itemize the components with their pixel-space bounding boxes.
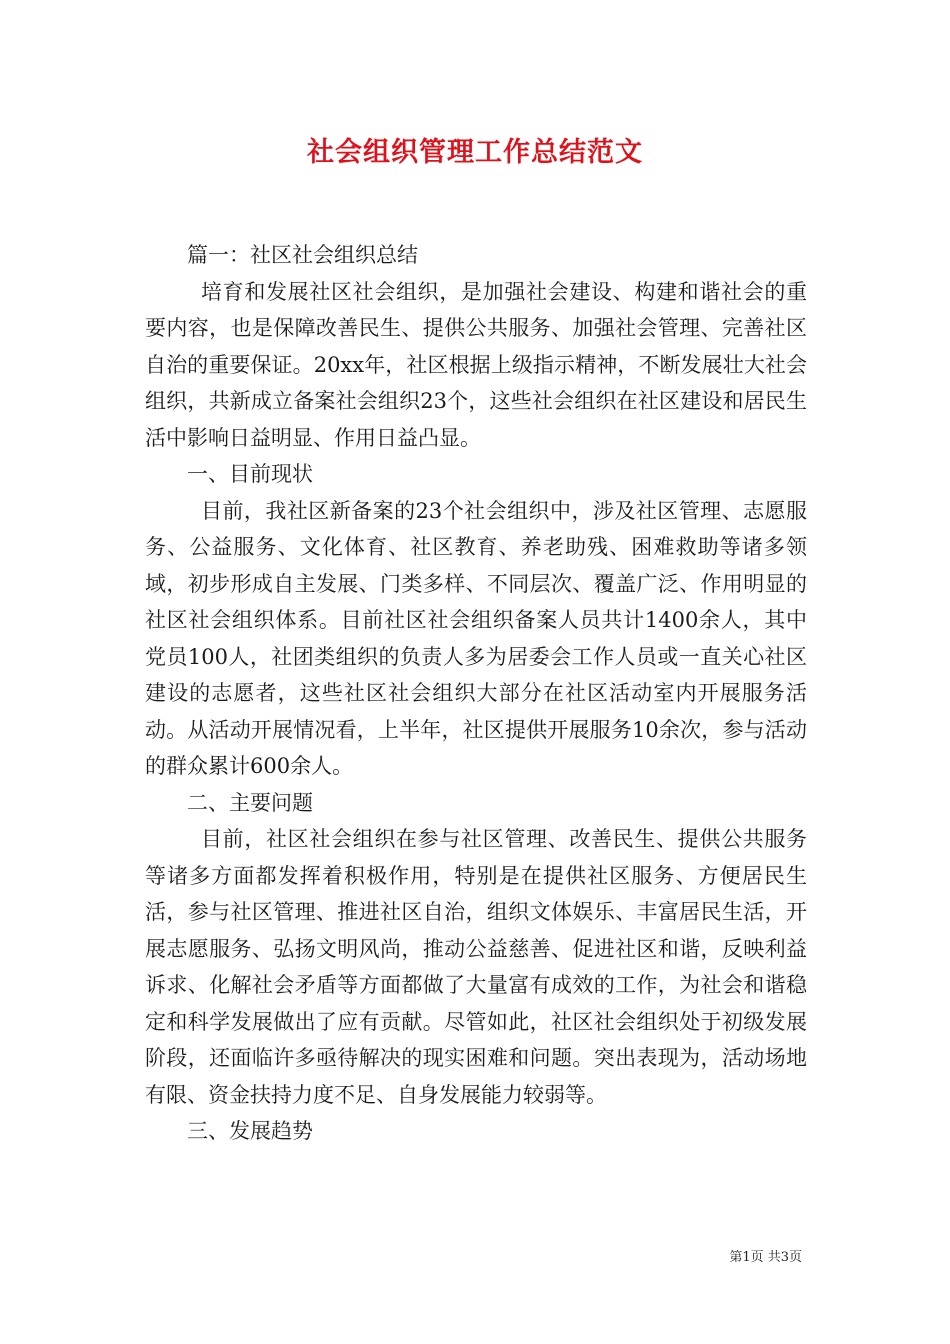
paragraph-main-problems: 目前，社区社会组织在参与社区管理、改善民生、提供公共服务等诸多方面都发挥着积极作用，特别是在提供社区服务、方便居民生活，参与社区管理、推进社区自治，组织文体娱乐、丰富居民生活，开展志愿服务、弘扬文明风尚，推动公益慈善、促进社区和谐，反映利益诉求、化解社会矛盾等方面都做了大量富有成效的工作，为社会和谐稳定和科学发展做出了应有贡献。尽管如此，社区社会组织处于初级发展阶段，还面临许多亟待解决的现实困难和问题。突出表现为，活动场地有限、资金扶持力度不足、自身发展能力较弱等。: [145, 827, 807, 1107]
heading-current-status: 一、目前现状: [187, 462, 313, 486]
intro-paragraph: 培育和发展社区社会组织，是加强社会建设、构建和谐社会的重要内容，也是保障改善民生、提供公共服务、加强社会管理、完善社区自治的重要保证。20xx年，社区根据上级指示精神，不断发展壮大社会组织，共新成立备案社会组织23个，这些社会组织在社区建设和居民生活中影响日益明显、作用日益凸显。: [145, 279, 807, 450]
document-body: [145, 237, 807, 1150]
heading-main-problems: 二、主要问题: [187, 790, 313, 815]
heading-development-trend: 三、发展趋势: [187, 1119, 313, 1143]
section-title: 篇一：社区社会组织总结: [187, 243, 418, 267]
page-number: 第1页 共3页: [729, 1250, 802, 1265]
document-title: 社会组织管理工作总结范文: [307, 137, 643, 168]
paragraph-current-status: 目前，我社区新备案的23个社会组织中，涉及社区管理、志愿服务、公益服务、文化体育、社区教育、养老助残、困难救助等诸多领域，初步形成自主发展、门类多样、不同层次、覆盖广泛、作用明显的社区社会组织体系。目前社区社会组织备案人员共计1400余人，其中党员100人，社团类组织的负责人多为居委会工作人员或一直关心社区建设的志愿者，这些社区社会组织大部分在社区活动室内开展服务活动。从活动开展情况看，上半年，社区提供开展服务10余次，参与活动的群众累计600余人。: [145, 498, 807, 778]
